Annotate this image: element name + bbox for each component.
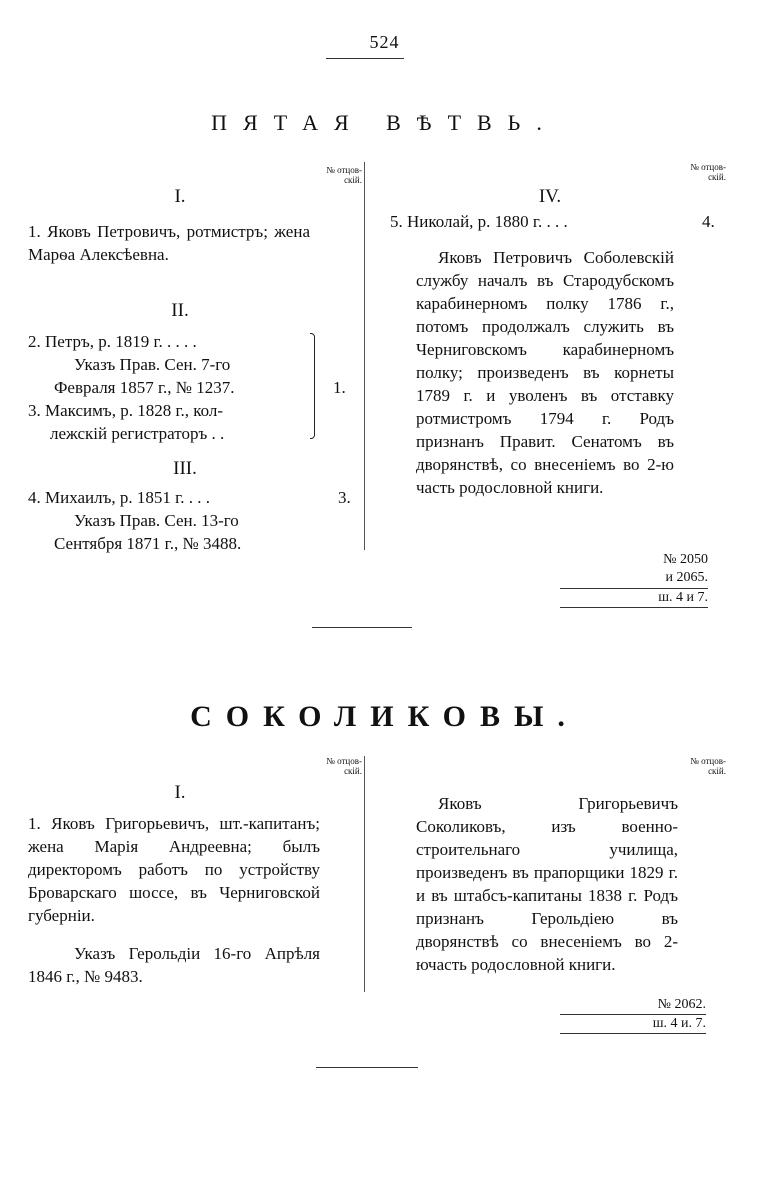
col-header-right: № отцов- скій. [690, 162, 726, 182]
page-number-rule [326, 58, 404, 59]
page-number: 524 [369, 32, 400, 52]
archive-reference: № 2062. ш. 4 и. 7. [560, 996, 706, 1034]
father-number: 3. [338, 488, 351, 507]
section-divider [312, 627, 412, 628]
generation-label: I. [174, 186, 186, 207]
generation-label: III. [173, 458, 197, 479]
generation-label: IV. [538, 186, 562, 207]
genealogy-entry: 1. Яковъ Григорьевичъ, шт.-капитанъ; жена Марія Андреевна; былъ директоромъ работъ по устройству Броварскаго шоссе, въ Черниговской губерніи. [28, 814, 320, 925]
column-divider [364, 756, 365, 992]
genealogy-entry: лежскій регистраторъ . . [50, 424, 225, 443]
genealogy-entry: 5. Николай, р. 1880 г. . . . [390, 212, 568, 231]
generation-label: I. [174, 782, 186, 803]
history-text: Яковъ Григорьевичъ Соколиковъ, изъ военно-строительнаго училища, произведенъ въ прапорщики 1829 г. и въ штабсъ-капитаны 1838 г. Родъ признанъ Герольдіею въ дворянствѣ со внесеніемъ во 2-ючасть родословной книги. [416, 794, 678, 974]
father-number: 1. [333, 378, 346, 397]
decree-text: Указъ Прав. Сен. 7-го [74, 355, 231, 374]
genealogy-entry: 4. Михаилъ, р. 1851 г. . . . [28, 488, 210, 507]
decree-text: Указъ Герольдіи 16-го Апрѣля 1846 г., № 9483. [28, 944, 320, 986]
section-title-family: СОКОЛИКОВЫ. [190, 700, 579, 733]
genealogy-entry: 2. Петръ, р. 1819 г. . . . . [28, 332, 197, 351]
section-divider [316, 1067, 418, 1068]
decree-text: Февраля 1857 г., № 1237. [54, 378, 235, 397]
archive-reference: № 2050 и 2065. ш. 4 и 7. [560, 551, 708, 608]
father-number: 4. [702, 212, 715, 231]
genealogy-entry: 3. Максимъ, р. 1828 г., кол- [28, 401, 224, 420]
col-header-right: № отцов- скій. [690, 756, 726, 776]
col-header-left: № отцов- скій. [326, 756, 362, 776]
decree-text: Указъ Прав. Сен. 13-го [74, 511, 239, 530]
grouping-brace [310, 333, 315, 439]
col-header-left: № отцов- скій. [326, 165, 362, 185]
genealogy-entry: 1. Яковъ Петровичъ, ротмистръ; жена Марѳа Алексѣевна. [28, 222, 310, 264]
history-text: Яковъ Петровичъ Соболевскій службу началъ въ Стародубскомъ карабинерномъ полку 1786 г., потомъ продолжалъ служить въ Черниговскомъ карабинерномъ полку; произведенъ въ корнеты 1789 г. и уволенъ въ отставку ротмистромъ 1794 г. Родъ признанъ Правит. Сенатомъ въ дворянствѣ, со внесеніемъ во 2-ю часть родословной книги. [416, 248, 674, 497]
decree-text: Сентября 1871 г., № 3488. [54, 534, 242, 553]
section-title-branch: ПЯТАЯ ВѢТВЬ. [211, 110, 558, 135]
generation-label: II. [171, 300, 189, 321]
column-divider [364, 162, 365, 550]
